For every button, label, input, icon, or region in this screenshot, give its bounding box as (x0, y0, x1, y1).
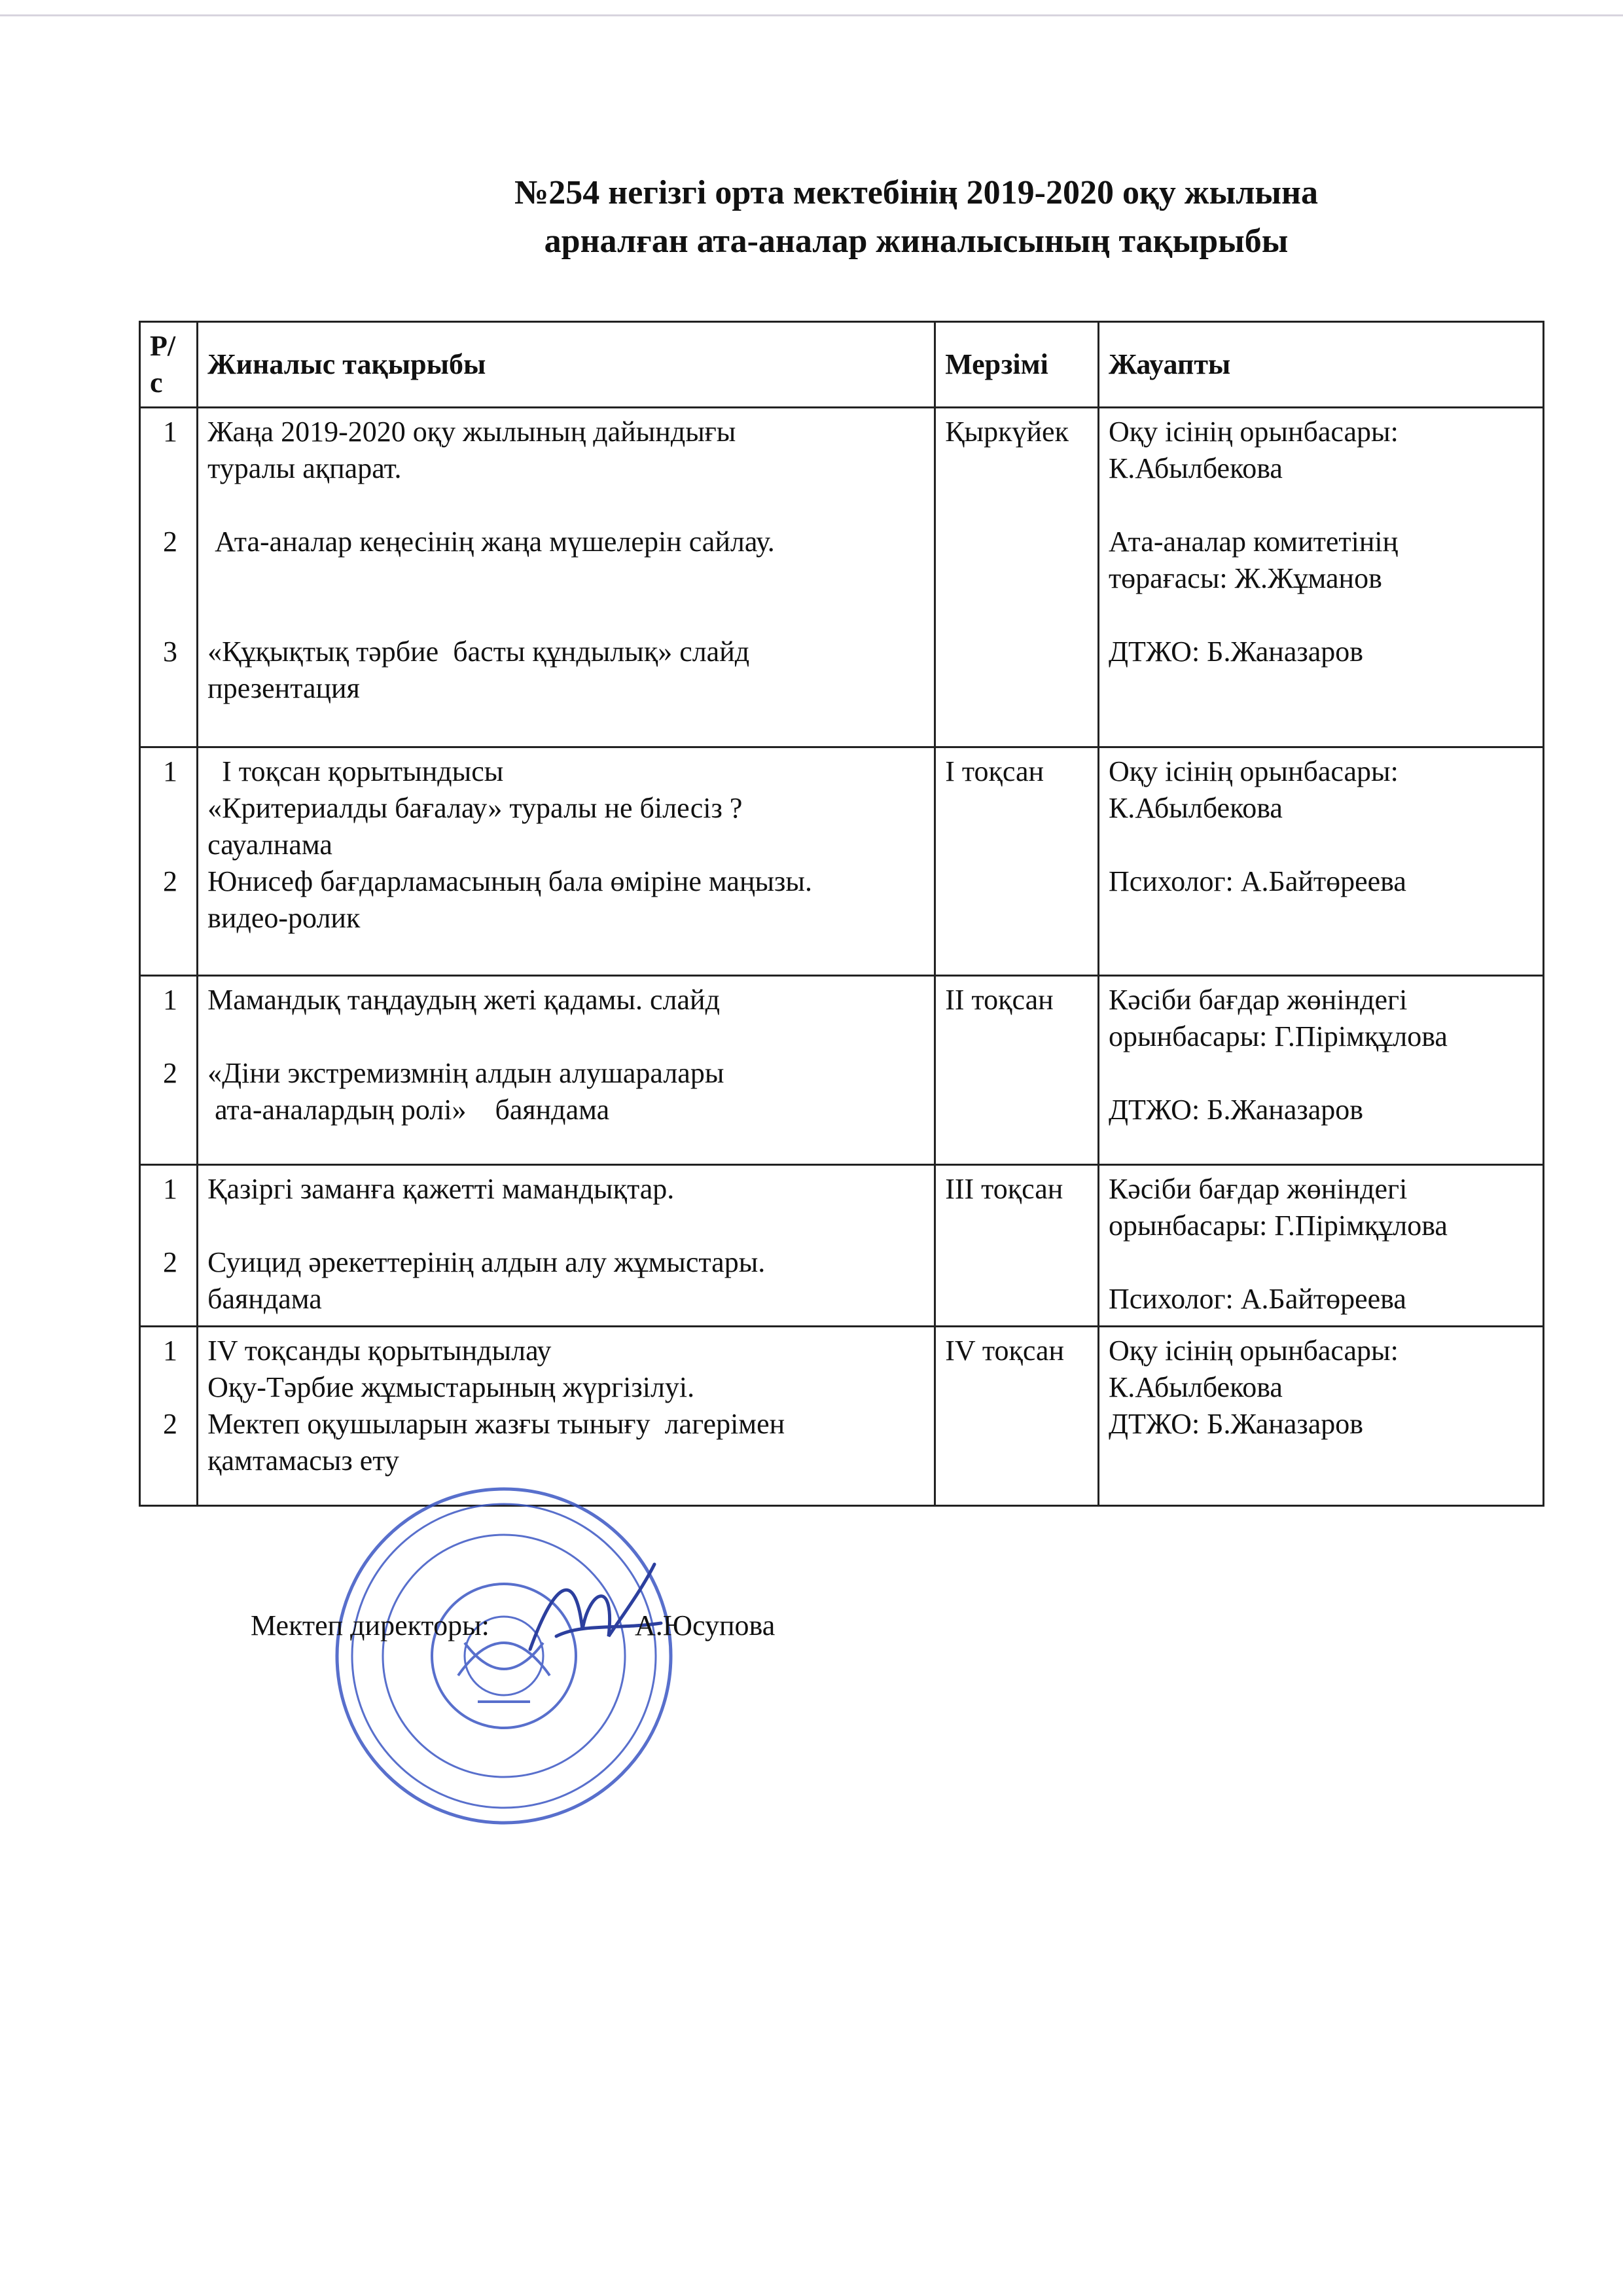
item-number: 2 (163, 526, 177, 558)
item-number: 1 (163, 755, 177, 787)
item-number: 1 (163, 984, 177, 1016)
responsible-line: ДТЖО: Б.Жаназаров (1108, 636, 1364, 668)
responsible-line: Психолог: А.Байтөреева (1108, 865, 1406, 897)
header-topic: Жиналыс тақырыбы (198, 322, 935, 408)
header-responsible: Жауапты (1098, 322, 1543, 408)
responsible-cell (1098, 747, 1543, 976)
responsible-line: Оқу ісінің орынбасары: (1108, 1335, 1399, 1367)
document-title (327, 169, 1505, 266)
item-number: 2 (163, 1057, 177, 1089)
item-number: 2 (163, 865, 177, 897)
director-label: Мектеп директоры: (251, 1609, 490, 1641)
date-cell: Қыркүйек (935, 408, 1099, 747)
topic-line: I тоқсан қорытындысы (207, 755, 504, 787)
responsible-line: К.Абылбекова (1108, 792, 1283, 824)
item-number: 1 (163, 1335, 177, 1367)
title-line-2: арналған ата-аналар жиналысының тақырыбы (544, 223, 1289, 260)
date-cell: III тоқсан (935, 1165, 1099, 1327)
responsible-line: Кәсіби бағдар жөніндегі (1108, 984, 1408, 1016)
responsible-cell (1098, 976, 1543, 1165)
topic-line: IV тоқсанды қорытындылау (207, 1335, 552, 1367)
row-numbers (140, 408, 198, 747)
responsible-line: орынбасары: Г.Пірімқұлова (1108, 1210, 1448, 1242)
table-row (140, 408, 1544, 747)
responsible-line: К.Абылбекова (1108, 1371, 1283, 1403)
topic-line: «Діни экстремизмнің алдын алушаралары (207, 1057, 724, 1089)
scan-edge-line (0, 14, 1623, 16)
responsible-line: ДТЖО: Б.Жаназаров (1108, 1094, 1364, 1126)
topic-line: Юнисеф бағдарламасының бала өміріне маңызы. (207, 865, 812, 897)
topic-line: баяндама (207, 1283, 322, 1315)
table-row (140, 747, 1544, 976)
topic-cell (198, 976, 935, 1165)
item-number: 1 (163, 416, 177, 448)
topic-line: Мектеп оқушыларын жазғы тынығу лагерімен (207, 1408, 785, 1440)
topic-line: «Құқықтық тәрбие басты құндылық» слайд (207, 636, 750, 668)
topic-line: ата-аналардың ролі» баяндама (207, 1094, 610, 1126)
topic-line: «Критериалды бағалау» туралы не білесіз ? (207, 792, 743, 824)
table-header-row (140, 322, 1544, 408)
title-line-1: №254 негізгі орта мектебінің 2019-2020 оқу жылына (514, 174, 1318, 211)
topic-line: видео-ролик (207, 902, 361, 934)
meeting-plan-table (139, 321, 1544, 1507)
item-number: 1 (163, 1173, 177, 1205)
topic-line: сауалнама (207, 829, 332, 861)
item-number: 3 (163, 636, 177, 668)
responsible-line: К.Абылбекова (1108, 452, 1283, 484)
topic-cell (198, 1165, 935, 1327)
responsible-line: Оқу ісінің орынбасары: (1108, 416, 1399, 448)
responsible-line: төрағасы: Ж.Жұманов (1108, 562, 1382, 594)
item-number: 2 (163, 1408, 177, 1440)
table-row (140, 1165, 1544, 1327)
responsible-cell (1098, 408, 1543, 747)
responsible-line: Оқу ісінің орынбасары: (1108, 755, 1399, 787)
date-cell: II тоқсан (935, 976, 1099, 1165)
topic-line: Ата-аналар кеңесінің жаңа мүшелерін сайлау. (207, 526, 775, 558)
responsible-line: Кәсіби бағдар жөніндегі (1108, 1173, 1408, 1205)
responsible-cell (1098, 1327, 1543, 1506)
header-number: Р/с (140, 322, 198, 408)
topic-cell (198, 408, 935, 747)
responsible-line: орынбасары: Г.Пірімқұлова (1108, 1020, 1448, 1052)
responsible-cell (1098, 1165, 1543, 1327)
topic-line: Суицид әрекеттерінің алдын алу жұмыстары. (207, 1246, 766, 1278)
responsible-line: Психолог: А.Байтөреева (1108, 1283, 1406, 1315)
date-cell: I тоқсан (935, 747, 1099, 976)
header-date: Мерзімі (935, 322, 1099, 408)
topic-line: Оқу-Тәрбие жұмыстарының жүргізілуі. (207, 1371, 695, 1403)
row-numbers (140, 976, 198, 1165)
row-numbers (140, 747, 198, 976)
topic-line: презентация (207, 672, 360, 704)
row-numbers (140, 1327, 198, 1506)
topic-line: қамтамасыз ету (207, 1444, 399, 1477)
topic-line: Жаңа 2019-2020 оқу жылының дайындығы (207, 416, 736, 448)
topic-line: Мамандық таңдаудың жеті қадамы. слайд (207, 984, 720, 1016)
row-numbers (140, 1165, 198, 1327)
table-row (140, 976, 1544, 1165)
topic-cell (198, 747, 935, 976)
topic-line: Қазіргі заманға қажетті мамандықтар. (207, 1173, 675, 1205)
responsible-line: Ата-аналар комитетінің (1108, 526, 1399, 558)
date-cell: IV тоқсан (935, 1327, 1099, 1506)
responsible-line: ДТЖО: Б.Жаназаров (1108, 1408, 1364, 1440)
director-name: А.Юсупова (635, 1609, 776, 1641)
topic-line: туралы ақпарат. (207, 452, 402, 484)
item-number: 2 (163, 1246, 177, 1278)
